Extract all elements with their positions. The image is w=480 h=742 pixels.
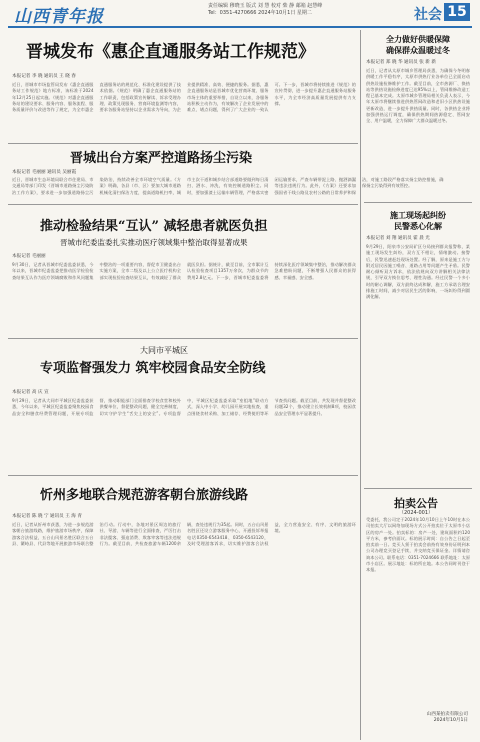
article-body: 近日，记者从太原市城乡管理局获悉，为确保今冬明春供暖工作平稳有序，太原市供热行业各单位已全面启动供热设施检修维护工作。截至目前，全市热源厂、换热站等供热设施检修进度已达95%以上，管网维修改造工程已基本完成。太原市城乡管理局相关负责人表示，今年太原市将继续推进供热管网改造和老旧小区供热设施更新改造，进一步提升供热质量。同时，各供热企业将加强供热运行调度，确保供热期间热源稳定、管网安全、用户温暖，全力保障广大群众温暖过冬。 <box>366 68 470 124</box>
section-name: 社会 <box>414 7 442 23</box>
article-body: 近日，晋城市市场监管局发布《惠企直通服务站工作规范》地方标准，该标准于2024年12月25日起实施。《规范》对惠企直通服务站的建设要求、服务内容、服务流程、服务质量评价与改进等作了规定，为全市惠企直通服务站的规范化、标准化建设提供了技术依据。《规范》明确了惠企直通服务站的工作职责，包括政策宣传解读、诉求受理办理、政策兑现服务、营商环境监测等内容，要求各服务站坚持以企业需求为导向，为企业提供精准、高效、便捷的服务。据悉，惠企直通服务站是晋城市优化营商环境、服务市场主体的重要举措，自设立以来，各服务站积极主动作为，有效解决了企业发展中的难点、堵点问题，得到了广大企业的一致认可。下一步，晋城市将持续推进《规范》的宣传贯彻，进一步提升惠企直通服务站服务水平，为全市经济高质量发展提供有力支撑。 <box>12 82 356 113</box>
right-headline-line: 施工现场起纠纷 <box>390 210 446 220</box>
article-byline: 本报记者 刘 翔 通讯员 霍 晨 光 <box>366 236 430 241</box>
article-byline: 本报记者 毛丽丽 <box>12 254 46 259</box>
page-number-badge: 15 <box>444 3 470 21</box>
auction-notice-number: （2024-001） <box>398 510 434 516</box>
article-divider <box>8 338 358 339</box>
article-body: 9月29日，阳泉市公安局矿区分局接到群众报警称，某施工现场发生纠纷，双方互不相让，情绪激动。接警后，民警迅速赶赴现场处置。经了解，原来是施工方与附近居民因施工噪音、道路占用等问题产生矛盾。民警耐心倾听双方诉求，依法依规向双方讲解相关法律法规，引导双方换位思考、理性沟通。经过民警一个多小时的耐心调解，双方最终达成和解，施工方承诺合理安排施工时间，减少对居民生活的影响，一场纠纷得到圆满化解。 <box>366 244 470 300</box>
header-editor-line: 责任编辑 穆晓玉 版式 刘 慧 校对 柴 静 邮箱 赵慧峰 <box>208 3 323 9</box>
auction-notice-title: 拍卖公告 <box>394 497 438 510</box>
article-body: 近日，晋城市生态环境局联合市住建局、市交通局等部门印发《晋城市道路扬尘污染防治工作方案》，要求进一步加强道路扬尘污染防治，持续改善全市环境空气质量。《方案》明确，各县（市、区）要加大城市道路机械化清扫保洁力度，提高道路机扫率，城市主次干道和城乡结合部道路要做到每日清扫、洒水、冲洗，有效控制道路积尘。同时，要加强渣土运输车辆管理，严格落实密闭运输要求，严查车辆带泥上路、抛洒滴漏等违法违规行为。此外，《方案》还要求加强国省干线公路及农村公路的日常养护和保洁，对施工路段严格落实扬尘防控措施，确保扬尘污染得到有效管控。 <box>12 177 444 195</box>
article-headline: 晋城发布《惠企直通服务站工作规范》 <box>26 42 315 62</box>
header-date-line: Tel：0351-4270666 2024年10月1日 星期二 <box>208 10 312 16</box>
article-headline: 推动检验结果“互认” 减轻患者就医负担 <box>40 219 268 234</box>
article-body: 9月29日，记者从大同市平城区纪委监委获悉，今年以来，平城区纪委监委聚焦校园食品安全和膳食经费管理问题，开展专项监督，推动职能部门全面排查学校食堂和校外供餐单位，督促整改问题，健全完善制度，切实守护学生“舌尖上的安全”。专项监督中，平城区纪委监委采取“室组地”联动方式，深入中小学、幼儿园开展实地检查，重点围绕食材采购、加工储存、经费使用等环节查找问题。截至目前，共发现并督促整改问题32个，推动建立长效机制8项，校园食品安全管理水平显著提升。 <box>12 398 356 416</box>
article-byline: 本报记者 陈 晓 宁 通讯员 王 海 青 <box>12 514 82 519</box>
masthead-logo: 山西青年报 <box>14 7 104 27</box>
right-headline-line: 确保群众温暖过冬 <box>386 45 450 55</box>
article-byline: 本报记者 高 庆 宣 <box>12 390 49 395</box>
auction-company: 山西某拍卖有限公司 <box>426 712 468 717</box>
right-headline <box>364 34 472 56</box>
right-headline <box>364 210 472 232</box>
article-divider <box>364 488 472 489</box>
article-headline: 专项监督强发力 筑牢校园食品安全防线 <box>40 361 266 376</box>
article-divider <box>8 204 358 205</box>
auction-notice-signature <box>366 712 468 724</box>
article-divider <box>8 143 358 144</box>
article-subhead: 晋城市纪委监委扎实推动医疗领域集中整治取得显著成果 <box>60 238 248 247</box>
article-headline: 晋城出台方案严控道路扬尘污染 <box>70 151 253 166</box>
article-body: 近日，记者从忻州市获悉，为进一步规范游客朝台旅游线路，维护旅游市场秩序，保障游客合法权益，五台山风景名胜区联合五台县、繁峙县、代县等地开展旅游市场联合整治行动。行动中，各地对景区周边的旅行社、导游、车辆等进行全面排查，严厉打击非法揽客、强迫消费、欺客宰客等违法违规行为。截至目前，共检查旅游车辆1200余辆，查处违规行为35起。同时，五台山风景名胜区还设立游客服务中心，开通投诉举报电话0350-6543418、0350-6543120，及时受理游客诉求，切实维护游客合法权益，全力营造安全、有序、文明的旅游环境。 <box>12 522 356 546</box>
article-divider <box>8 475 358 476</box>
article-byline: 本报记者 李 晓 通讯员 王 晓 春 <box>12 74 76 79</box>
header-info <box>208 3 408 17</box>
page-header <box>8 0 472 28</box>
article-byline: 本报记者 郑 晓 华 通讯员 张 新 新 <box>366 60 436 65</box>
article-headline: 忻州多地联合规范游客朝台旅游线路 <box>40 488 249 503</box>
auction-notice-body: 受委托，我公司定于2024年10月10日上午10时在本公司拍卖大厅以网络加现场方式公开拍卖位于太原市小店区的房产一处。拍卖标的：房产一处，建筑面积约120平方米，参考价面议。标的展示时间：自公告之日起至拍卖前一日。竞买人须于拍卖会前持有效身份证明到本公司办理竞买登记手续，并交纳竞买保证金。详情请咨询本公司。联系电话：0351-7024666 联系地址：太原市小店区。展示地址：标的所在地。本公告同时刊登于本报。 <box>366 517 470 573</box>
right-headline-line: 全力做好供暖保障 <box>386 34 450 44</box>
auction-date: 2024年10月1日 <box>433 718 468 723</box>
article-byline: 本报记者 毛丽丽 通讯员 吴丽霞 <box>12 170 77 175</box>
article-body: 9月30日，记者从晋城市纪委监委获悉，今年以来，晋城市纪委监委把推动医学检验检查结果互认作为医疗领域腐败和作风问题集中整治的一项重要内容，督促市卫健委出台实施方案，全市二级及以上公立医疗机构全部实现检验检查结果互认，有效减轻了群众就医负担。据统计，截至目前，全市累计互认检验检查项目1357万余次，为群众节约费用2.8亿元。下一步，晋城市纪委监委将持续深化医疗领域集中整治，推动解决群众急难愁盼问题，不断增强人民群众的获得感、幸福感、安全感。 <box>12 262 356 280</box>
right-headline-line: 民警悉心化解 <box>394 221 442 231</box>
article-divider <box>364 202 472 203</box>
column-divider <box>360 30 361 740</box>
article-kicker: 大同市平城区 <box>140 346 188 355</box>
